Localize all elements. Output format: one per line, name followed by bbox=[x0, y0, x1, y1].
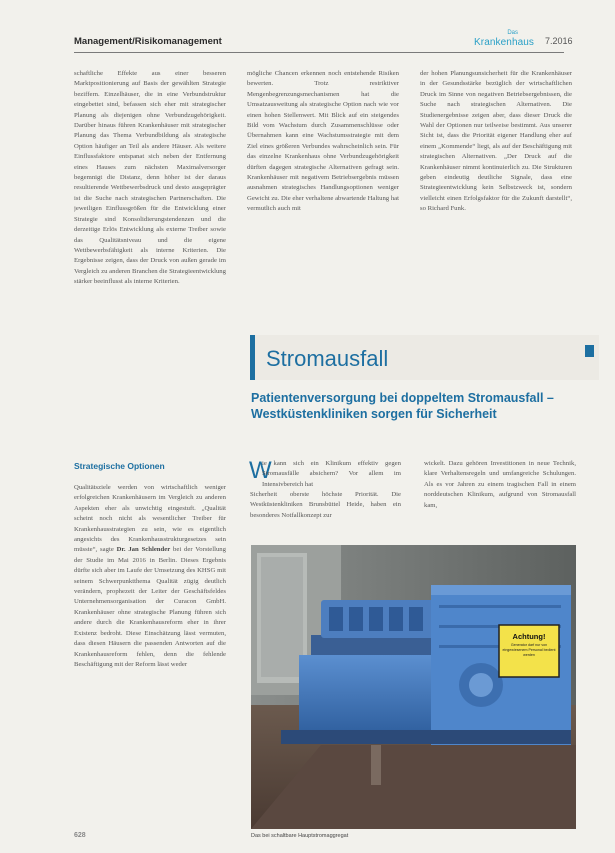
article-column-2-text: wickelt. Dazu gehören Investitionen in neue Technik, klare Verhaltensregeln und umfangreiche Schulungen. Als es vor Jahren zu einem tragischen Fall in einem norddeutschen Klinikum, aufgrund von Stromausfall kam, bbox=[424, 460, 576, 509]
article-lead-first bbox=[262, 459, 401, 490]
issue-number: 7.2016 bbox=[545, 36, 573, 46]
column-1b-text bbox=[74, 483, 226, 670]
person-name: Dr. Jan Schlender bbox=[116, 546, 171, 554]
column-1b-post: bei der Vorstellung der Studie im Mai 2016 in Berlin. Dieses Ergebnis dürfte sich aber im Laufe der Umsetzung des KHSG mit seinem Schwerpunktthema Qualität zügig deutlich verändern, prophezeit der Leiter der Geschäftsfeldes Unternehmensorganisation der Curacon GmbH. Krankenhäuser ohne strategische Planung führen sich andere durch die Krankenhausreform eher in ihrer Existenz bedroht. Diese Einschätzung lässt vermuten, dass diesen Häusern die passenden Antworten auf die Krankenhausreform fehlen, denn die fehlende Beschäftigung mit der Reform lässt weder bbox=[74, 546, 226, 668]
warning-sign-text-box bbox=[501, 643, 557, 675]
header-divider bbox=[74, 52, 564, 53]
column-1b-pre: Qualitätsziele werden von wirtschaftlich weniger erfolgreichen Krankenhäusern im Vergleich zu anderen Aspekten eher als unwichtig eingestuft. „Qualität scheint noch nicht als wesentlicher Treiber für Krankenhausstrategien zu sein, wie es eigentlich angesichts des Krankenhausstrukturgesetzes sein müsste“, sagte bbox=[74, 484, 226, 554]
warning-sign-text: Generator darf nur von eingewiesenem Personal bedient werden bbox=[502, 643, 556, 657]
article-lead-first-text: ie kann sich ein Klinikum effektiv gegen Stromausfälle absichern? Vor allem im Intensivbereich hat bbox=[262, 460, 401, 488]
drop-cap: W bbox=[249, 457, 272, 484]
magazine-logo bbox=[474, 30, 534, 48]
warning-sign-title: Achtung! bbox=[512, 632, 546, 641]
column-1b-paragraph bbox=[74, 483, 226, 670]
logo-name: Krankenhaus bbox=[474, 37, 535, 48]
column-3-text bbox=[420, 69, 572, 215]
article-headline: Patientenversorgung bei doppeltem Stromausfall – Westküstenkliniken sorgen für Sicherheit bbox=[251, 391, 554, 421]
column-1-paragraph: schaftliche Effekte aus einer besseren Marktpositionierung auf Basis der gewählten Strategie beziffern. Einzelhäuser, die in eine Verbundstruktur eingebettet sind, befassen sich eher mit strategischer Planung als diejenigen ohne Verbundzugehörigkeit. Darüber hinaus führen Krankenhäuser mit strategischer Planung das Thema Verbundbildung als strategische Option häufiger an Teil als andere Häuser. Als weitere Einflussfaktore entspanat sich neben der Entfernung eines Hauses zum nächsten Maximalversorger begemnigt die Distanz, denn höher ist der daraus resultierende Wettbewerbsdruck und desto ausgeprägter ist die Suche nach strategischen Partnerschaften. Die jeweiligen Einflussgrößen für die Entwicklung einer Strategie sind Konsolidierungstendenzen und die derzeitige Erlös Entwicklung als externe Treiber sowie das Qualitätsniveau und die eigene Wettbewerbsfähigkeit als interne Kriterien. Die Ergebnisse zeigen, dass der Druck von außen gerade im Vergleich zu anderen Branchen die Strategieentwicklung stärker beeinflusst als interne Kriterien. bbox=[74, 70, 226, 286]
column-3-paragraph: der hohen Planungsunsicherheit für die Krankenhäuser in der Gesundsstärke bezüglich der wirtschaftlichen Druck im Sinne von negativen Betriebsergebnissen, die Suche nach strategischen Alternativen. Die Studienergebnisse zeigen aber, dass dieser Druck die Wahl der Optionen nur teilweise bestimmt. Aus unserer Sicht ist, dass die Priorität eigener Handlung eher auf einem „Kommende“ liegt, als auf der Beschäftigung mit strategischen Alternativen. „Der Druck auf die Krankenhäuser nimmt kontinuierlich zu. Die Strukturen geben eindeutig deutliche Signale, dass eine Strategieentwicklung kein Selbstzweck ist, sondern vielleicht einen Erfolgsfaktor für die Zukunft darstellt“, so Richard Funk. bbox=[420, 70, 572, 213]
article-lead-rest bbox=[250, 490, 401, 521]
section-title: Management/Risikomanagement bbox=[74, 36, 222, 47]
banner-corner-mark bbox=[585, 345, 594, 357]
article-column-2 bbox=[424, 459, 576, 511]
column-2-text bbox=[247, 69, 399, 215]
column-2-paragraph: mögliche Chancen erkennen noch entstehende Risiken bewerten. Trotz restriktiver Mengenbegrenzungsmechanismen hat die Umsatzausweitung als strategische Option nach wie vor einen hohen Stellenwert. Mit Blick auf ein steigendes Bild vom Wachstum durch Zusammenschlüsse oder Übernahmen kann eine Wachstumsstrategie mit dem Ziel eines größeren Verbundes wahrscheinlich sein. Für das einzelne Krankenhaus ohne Verbundzugehörigkeit dürften dagegen strategische Alternativen gefragt sein. Krankenhäuser mit negativem Betriebsergebnis müssen ausnahmen strategisches Handlungsoptionen weniger Gewicht zu. Die eher verhaltene abwartende Haltung hat vermutlich auch mit bbox=[247, 70, 399, 213]
subheading-strategische-optionen: Strategische Optionen bbox=[74, 461, 165, 471]
generator-illustration bbox=[251, 545, 576, 829]
article-lead-rest-text: Sicherheit oberste höchste Priorität. Die Westküstenkliniken Brunsbüttel Heide, haben ein besonderes Notfallkonzept zur bbox=[250, 491, 401, 519]
topic-kicker: Stromausfall bbox=[266, 346, 389, 371]
logo-das: Das bbox=[507, 30, 518, 36]
generator-photo bbox=[251, 545, 576, 829]
column-1-text bbox=[74, 69, 226, 288]
page-number: 628 bbox=[74, 832, 86, 839]
photo-caption: Das bei schaltbare Hauptstromaggregat bbox=[251, 833, 349, 839]
